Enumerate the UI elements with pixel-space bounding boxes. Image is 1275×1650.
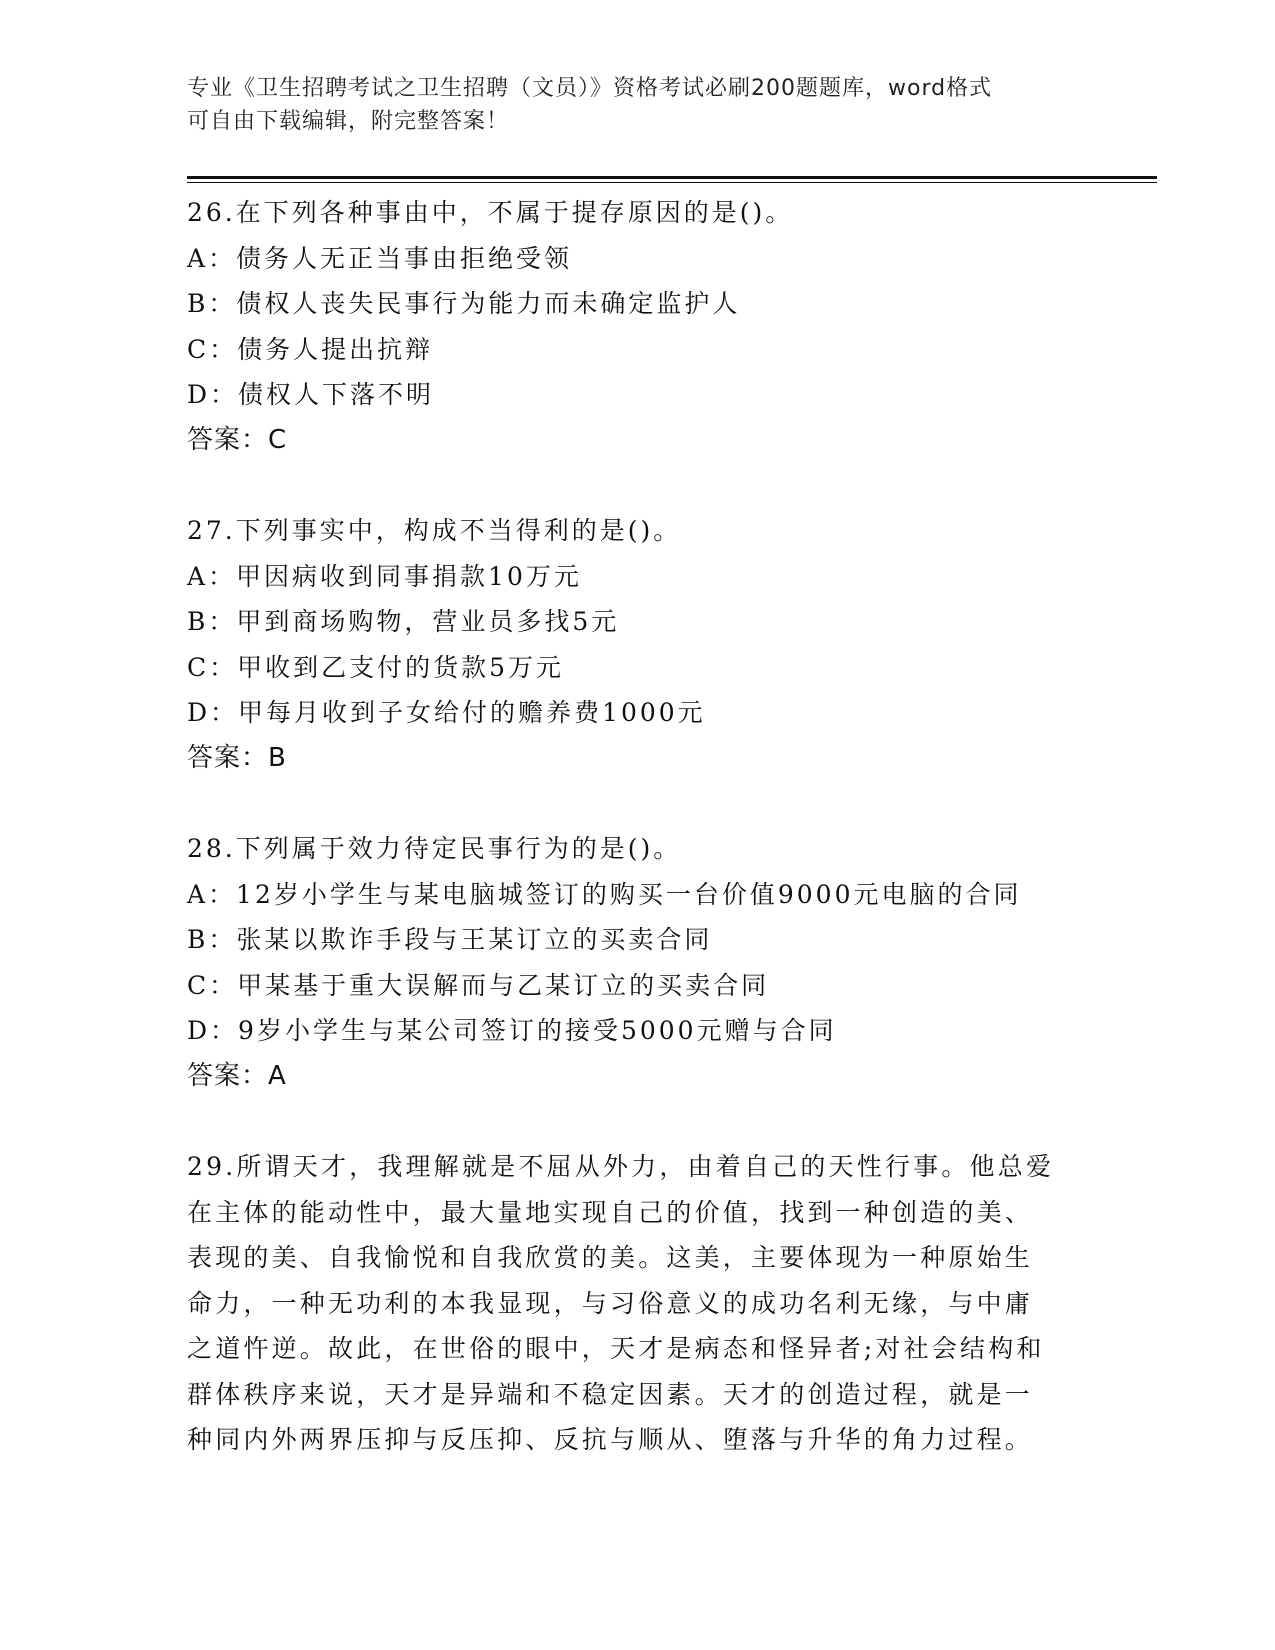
option-d: D：9岁小学生与某公司签订的接受5000元赠与合同 <box>187 1016 837 1045</box>
option-b: B：债权人丧失民事行为能力而未确定监护人 <box>187 289 741 318</box>
header-divider-thin <box>187 182 1157 183</box>
passage-line: 命力，一种无功利的本我显现，与习俗意义的成功名利无缘，与中庸 <box>187 1288 1034 1318</box>
question-list <box>187 190 1087 1508</box>
option-b: B：甲到商场购物，营业员多找5元 <box>187 607 620 636</box>
header-line-1: 专业《卫生招聘考试之卫生招聘（文员）》资格考试必刷200题题库，word格式 <box>187 76 993 101</box>
option-c: C：甲收到乙支付的货款5万元 <box>187 652 565 682</box>
option-d: D：甲每月收到子女给付的赡养费1000元 <box>187 698 706 727</box>
passage-line: 群体秩序来说，天才是异端和不稳定因素。天才的创造过程，就是一 <box>187 1379 1034 1409</box>
option-d: D：债权人下落不明 <box>187 380 435 409</box>
question-stem: 27.下列事实中，构成不当得利的是()。 <box>187 516 682 545</box>
option-a: A：甲因病收到同事捐款10万元 <box>187 561 582 591</box>
header-line-2: 可自由下载编辑，附完整答案！ <box>187 109 510 134</box>
question-stem: 26.在下列各种事由中，不属于提存原因的是()。 <box>187 198 794 227</box>
passage-line: 在主体的能动性中，最大量地实现自己的价值，找到一种创造的美、 <box>187 1197 1034 1227</box>
question-28 <box>187 826 1087 1099</box>
answer-label: 答案：B <box>187 742 287 773</box>
option-b: B：张某以欺诈手段与王某订立的买卖合同 <box>187 925 713 954</box>
passage-line: 表现的美、自我愉悦和自我欣赏的美。这美，主要体现为一种原始生 <box>187 1243 1034 1272</box>
option-c: C：债务人提出抗辩 <box>187 334 434 364</box>
passage-line: 之道忤逆。故此，在世俗的眼中，天才是病态和怪异者;对社会结构和 <box>187 1334 1045 1363</box>
option-c: C：甲某基于重大误解而与乙某订立的买卖合同 <box>187 970 770 1000</box>
option-a: A：12岁小学生与某电脑城签订的购买一台价值9000元电脑的合同 <box>187 879 1022 909</box>
passage-line: 29.所谓天才，我理解就是不屈从外力，由着自己的天性行事。他总爱 <box>187 1152 1055 1181</box>
question-26 <box>187 190 1087 463</box>
question-27 <box>187 508 1087 781</box>
question-29-passage <box>187 1144 1087 1463</box>
passage-line: 种同内外两界压抑与反压抑、反抗与顺从、堕落与升华的角力过程。 <box>187 1425 1034 1454</box>
answer-label: 答案：C <box>187 424 288 455</box>
question-stem: 28.下列属于效力待定民事行为的是()。 <box>187 834 682 863</box>
answer-label: 答案：A <box>187 1060 287 1091</box>
document-header <box>187 72 1087 138</box>
header-divider-thick <box>187 176 1157 179</box>
option-a: A：债务人无正当事由拒绝受领 <box>187 243 573 273</box>
